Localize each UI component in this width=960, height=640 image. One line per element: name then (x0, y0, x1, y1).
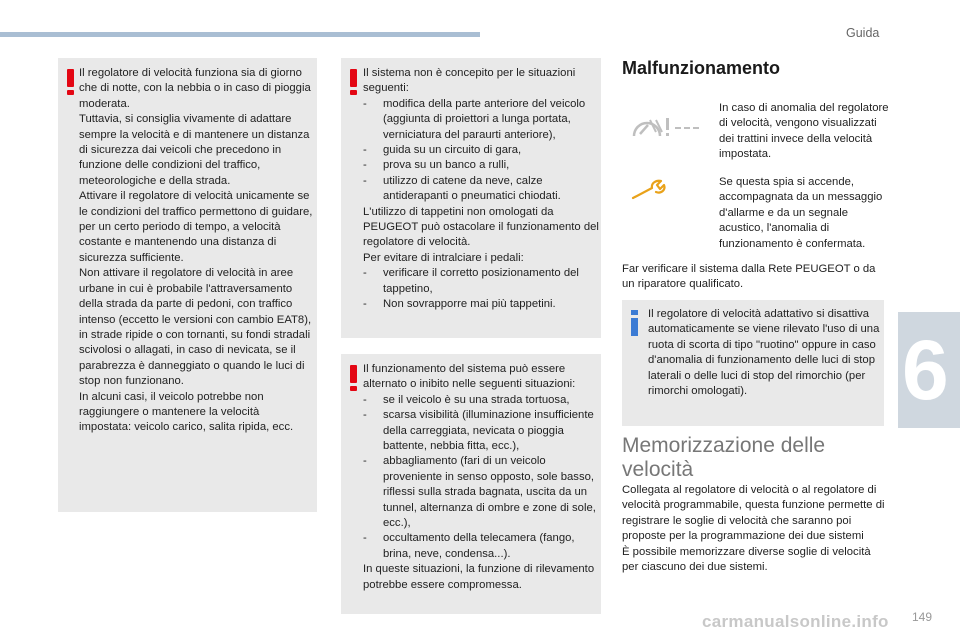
warning-text-inhibited (363, 362, 599, 593)
list-item: - scarsa visibilità (illuminazione insufficiente della carreggiata, nevicata o pioggia battente, nebbia fitta, ecc.), (363, 409, 594, 453)
paragraph: Non attivare il regolatore di velocità in aree urbane in cui è probabile l'attraversamento della strada da parte di pedoni, con traffico intenso (eccetto le versioni con cambio EAT8), in strade ripide o con tornanti, su fondi stradali scivolosi o allagati, in caso di nevicata, se il parabrezza è danneggiato o quando le luci di stop non funzionano. (79, 267, 312, 388)
intro: Il funzionamento del sistema può essere alternato o inibito nelle seguenti situazioni: (363, 363, 576, 391)
page-number: 149 (912, 610, 933, 624)
malfunction-row1-text: In caso di anomalia del regolatore di velocità, vengono visualizzati dei trattini invece della velocità impostata. (719, 102, 889, 161)
warning-text-conditions (79, 66, 313, 436)
wrench-icon (630, 178, 668, 202)
paragraph: Collegata al regolatore di velocità o al regolatore di velocità programmabile, questa funzione permette di registrare le soglie di velocità che saranno poi proposte per la programmazione dei due sistemi (622, 484, 885, 543)
warning-exclamation-icon (350, 69, 357, 95)
paragraph: Il regolatore di velocità funziona sia di giorno che di notte, con la nebbia o in caso di pioggia moderata. (79, 67, 311, 110)
watermark: carmanualsonline.info (702, 612, 889, 631)
intro: Il sistema non è concepito per le situazioni seguenti: (363, 67, 576, 95)
warning-exclamation-icon (350, 365, 357, 391)
malfunction-row2-text: Se questa spia si accende, accompagnata da un messaggio d'allarme e da un segnale acustico, l'anomalia di funzionamento è confermata. (719, 176, 883, 250)
list-item: - verificare il corretto posizionamento del tappetino, (363, 267, 579, 295)
malfunction-note: Far verificare il sistema dalla Rete PEUGEOT o da un riparatore qualificato. (622, 263, 876, 291)
cruise-control-fault-icon (630, 112, 702, 144)
warning-exclamation-icon (67, 69, 74, 95)
header-bar (0, 32, 480, 37)
list-item: - prova su un banco a rulli, (363, 159, 510, 172)
list-item: - abbagliamento (fari di un veicolo proveniente in senso opposto, sole basso, riflessi sulla strada bagnata, uscita da un tunnel, alternanza di ombre e zone di sole, ecc.), (363, 455, 596, 530)
paragraph: Attivare il regolatore di velocità unicamente se le condizioni del traffico permettono di guidare, per un certo periodo di tempo, a velocità costante e mantenendo una distanza di sicurezza sufficiente. (79, 190, 313, 264)
chapter-number: 6 (902, 323, 949, 417)
mats-text: Per evitare di intralciare i pedali: (363, 251, 524, 264)
list-item: - Non sovrapporre mai più tappetini. (363, 298, 556, 311)
warning-text-not-designed (363, 66, 599, 313)
paragraph: Tuttavia, si consiglia vivamente di adattare sempre la velocità e di mantenere un distanza di sicurezza dai veicoli che precedono in funzione delle condizioni del traffico, meteorologiche e della strada. (79, 113, 310, 187)
outro: In queste situazioni, la funzione di rilevamento potrebbe essere compromessa. (363, 563, 595, 591)
info-icon (631, 310, 638, 336)
section-label: Guida (846, 26, 880, 40)
list-item: - utilizzo di catene da neve, calze antiderapanti o pneumatici chiodati. (363, 174, 561, 203)
list-item: - guida su un circuito di gara, (363, 144, 522, 157)
info-text-adaptive: Il regolatore di velocità adattativo si disattiva automaticamente se viene rilevato l'uso di una ruota di scorta di tipo "ruotino" oppure in caso d'anomalia di funzionamento delle luci di stop laterali o delle luci di stop del rimorchio (per rimorchi omologati). (648, 308, 880, 398)
list-item: - occultamento della telecamera (fango, brina, neve, condensa...). (363, 532, 575, 560)
list-item: - modifica della parte anteriore del veicolo (aggiunta di proiettori a lunga portata, verniciatura del paraurti anteriore), (363, 97, 586, 141)
list-item: - se il veicolo è su una strada tortuosa, (363, 393, 570, 406)
memorization-text (622, 483, 888, 575)
memorization-heading: Memorizzazione delle velocità (622, 434, 826, 481)
paragraph: È possibile memorizzare diverse soglie di velocità per ciascuno dei due sistemi. (622, 545, 871, 574)
mats-text: L'utilizzo di tappetini non omologati da PEUGEOT può ostacolare il funzionamento del regolatore di velocità. (363, 205, 599, 249)
malfunction-heading: Malfunzionamento (622, 58, 780, 78)
paragraph: In alcuni casi, il veicolo potrebbe non raggiungere o mantenere la velocità impostata: veicolo carico, salita ripida, ecc. (79, 390, 294, 434)
